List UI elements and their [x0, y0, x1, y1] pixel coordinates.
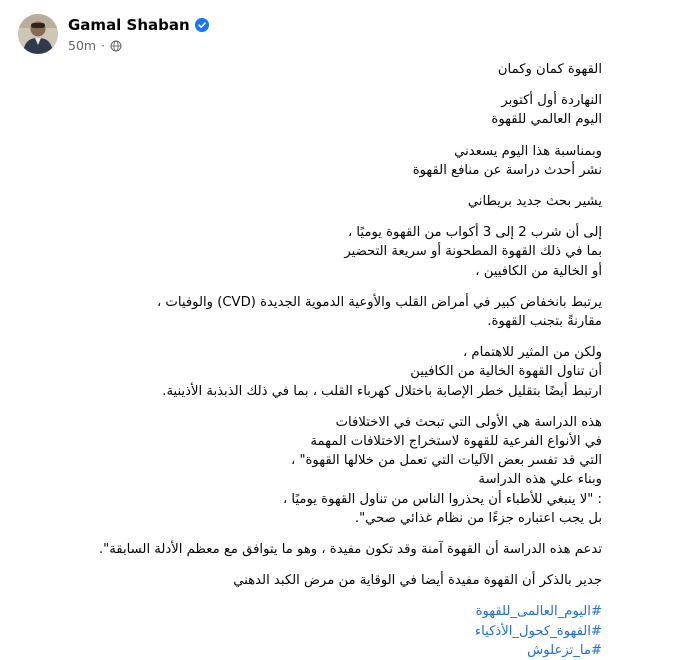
post-text-line: أو الخالية من الكافيين ، — [475, 263, 602, 279]
post-paragraphs — [20, 60, 602, 590]
post-text-line: ارتبط أيضًا بتقليل خطر الإصابة باختلال كهرباء القلب ، بما في ذلك الذبذبة الأذينية. — [162, 383, 602, 399]
post-text-line: ولكن من المثير للاهتمام ، — [462, 345, 602, 361]
hashtag-link[interactable]: #اليوم_العالمى_للقهوة — [475, 604, 602, 620]
avatar-photo — [18, 14, 58, 54]
post-text-line: يشير بحث جديد بريطاني — [467, 194, 602, 210]
post-text-line: اليوم العالمي للقهوة — [491, 112, 602, 128]
post-paragraph — [20, 293, 602, 331]
post-header — [18, 14, 658, 54]
verified-badge-icon — [195, 18, 209, 32]
post-paragraph — [20, 192, 602, 211]
post-paragraph — [20, 60, 602, 79]
post-text-line: إلى أن شرب 2 إلى 3 أكواب من القهوة يوميًا ، — [347, 225, 602, 241]
post-text-line: وبناء علي هذه الدراسة — [478, 472, 602, 488]
post-text-line: بل يجب اعتباره جزءًا من نظام غذائي صحي". — [354, 510, 602, 526]
post-paragraph — [20, 223, 602, 281]
post-paragraph — [20, 540, 602, 559]
post-meta — [68, 38, 122, 53]
post-text-line: جدير بالذكر أن القهوة مفيدة أيضا في الوقاية من مرض الكبد الدهني — [233, 573, 602, 589]
post-text-line: القهوة كمان وكمان — [497, 62, 602, 77]
post-hashtags — [20, 602, 602, 660]
author-name-row — [68, 16, 209, 34]
post-text-line: وبمناسبة هذا اليوم يسعدني — [454, 143, 602, 159]
post-text-line: بما في ذلك القهوة المطحونة أو سريعة التحضير — [344, 244, 602, 260]
post-text-line: التي قد تفسر بعض الآليات التي تعمل من خلالها القهوة" ، — [291, 453, 602, 469]
post-text-line: نشر أحدث دراسة عن منافع القهوة — [412, 162, 602, 178]
post-paragraph — [20, 142, 602, 180]
hashtag-link[interactable]: #ما_تزعلوش — [527, 642, 602, 658]
post-paragraph — [20, 343, 602, 401]
author-avatar[interactable] — [18, 14, 58, 54]
post-text-line: يرتبط بانخفاض كبير في أمراض القلب والأوعية الدموية الجديدة (CVD) والوفيات ، — [156, 294, 602, 310]
post-paragraph — [20, 91, 602, 129]
post-text-line: مقارنةً بتجنب القهوة. — [487, 314, 602, 330]
hashtag-link[interactable]: #القهوة_كحول_الأذكياء — [474, 623, 602, 639]
post-body — [20, 60, 602, 660]
post-paragraph — [20, 413, 602, 528]
author-name[interactable]: Gamal Shaban — [68, 16, 190, 34]
post-text-line: أن تناول القهوة الخالية من الكافيين — [410, 364, 602, 380]
post-text-line: تدعم هذه الدراسة أن القهوة آمنة وقد تكون مفيدة ، وهو ما يتوافق مع معظم الأدلة السابقة". — [98, 542, 602, 558]
post-text-line: : "لا ينبغي للأطباء أن يحذروا الناس من تناول القهوة يوميًا ، — [282, 491, 602, 507]
post-text-line: في الأنواع الفرعية للقهوة لاستخراج الاختلافات المهمة — [310, 434, 602, 450]
post-paragraph — [20, 571, 602, 590]
globe-icon[interactable] — [110, 40, 122, 52]
post-text-line: النهاردة أول أكتوبر — [501, 93, 602, 109]
meta-separator: · — [101, 38, 106, 53]
post-timestamp[interactable]: 50m — [68, 38, 97, 53]
post-text-line: هذه الدراسة هي الأولى التي تبحث في الاختلافات — [335, 414, 602, 430]
